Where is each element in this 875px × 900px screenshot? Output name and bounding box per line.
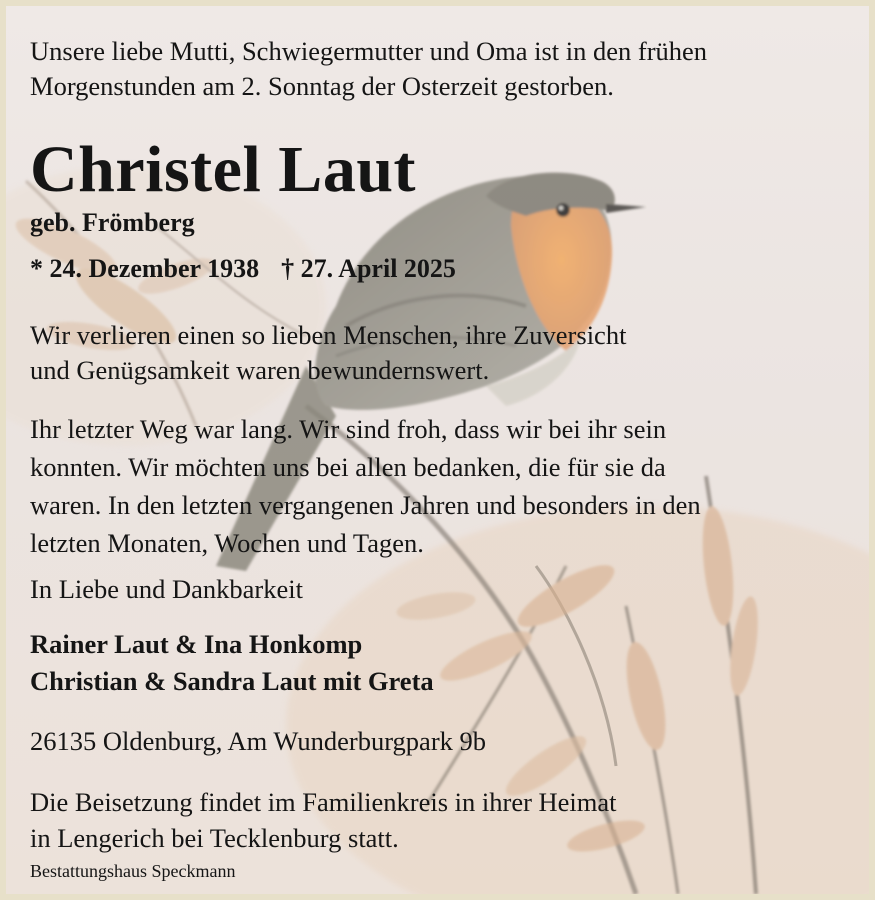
signer-line: Christian & Sandra Laut mit Greta	[30, 666, 434, 696]
intro-text: Unsere liebe Mutti, Schwiegermutter und Oma ist in den frühen Morgenstunden am 2. Sonntag der Osterzeit gestorben.	[30, 36, 708, 101]
birth-name: geb. Frömberg	[30, 208, 195, 237]
thanks-paragraph: Ihr letzter Weg war lang. Wir sind froh, dass wir bei ihr sein konnten. Wir möchten uns bei allen bedanken, die für sie da waren. In den letzten vergangenen Jahren und besonders in den letzten Monaten, Wochen und Tagen.	[30, 414, 701, 558]
tribute-paragraph: Wir verlieren einen so lieben Menschen, ihre Zuversicht und Genügsamkeit waren bewundernswert.	[30, 320, 627, 385]
death-date: † 27. April 2025	[281, 254, 456, 283]
signers	[30, 626, 434, 700]
deceased-name: Christel Laut	[30, 133, 416, 206]
signer-line: Rainer Laut & Ina Honkomp	[30, 629, 363, 659]
family-address: 26135 Oldenburg, Am Wunderburgpark 9b	[30, 726, 487, 756]
closing-line: In Liebe und Dankbarkeit	[30, 574, 303, 604]
burial-info: Die Beisetzung findet im Familienkreis in ihrer Heimat in Lengerich bei Tecklenburg statt.	[30, 787, 617, 853]
life-dates	[30, 252, 456, 286]
funeral-home: Bestattungshaus Speckmann	[30, 861, 236, 881]
birth-date: * 24. Dezember 1938	[30, 254, 260, 283]
